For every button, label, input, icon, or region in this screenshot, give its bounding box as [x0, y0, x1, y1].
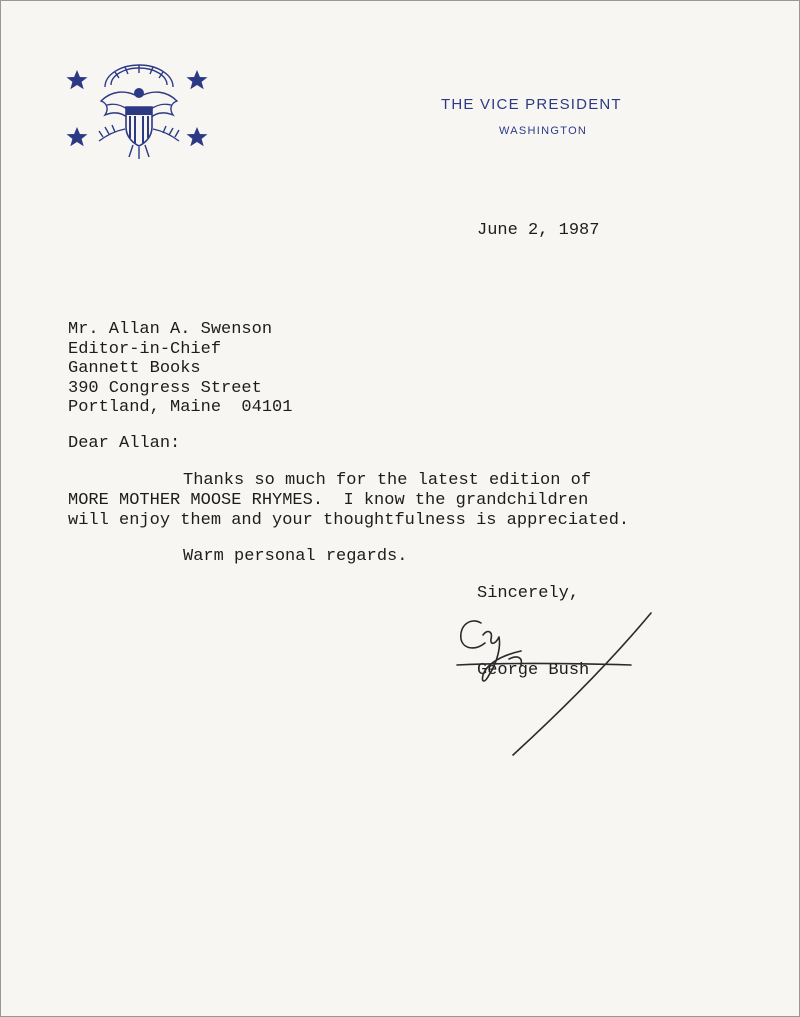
body-line: MORE MOTHER MOOSE RHYMES. I know the grandchildren	[68, 491, 589, 510]
regards-line: Warm personal regards.	[183, 547, 408, 566]
salutation: Dear Allan:	[68, 434, 181, 453]
star-icon	[187, 70, 208, 89]
letterhead-title: THE VICE PRESIDENT	[441, 96, 622, 113]
handwritten-signature-icon	[441, 601, 671, 771]
recipient-address	[68, 320, 292, 418]
recipient-street: 390 Congress Street	[68, 378, 262, 398]
recipient-name: Mr. Allan A. Swenson	[68, 320, 273, 339]
body-line: will enjoy them and your thoughtfulness is appreciated.	[68, 511, 630, 530]
letter-date: June 2, 1987	[477, 221, 600, 240]
body-line: Thanks so much for the latest edition of	[183, 471, 592, 490]
letterhead-location: WASHINGTON	[499, 125, 588, 137]
recipient-city: Portland, Maine 04101	[68, 398, 293, 418]
star-icon	[67, 127, 88, 146]
vice-presidential-seal-icon	[59, 59, 219, 163]
typed-signer-name: George Bush	[477, 661, 590, 680]
recipient-title: Editor-in-Chief	[68, 339, 222, 359]
closing: Sincerely,	[477, 584, 580, 603]
recipient-company: Gannett Books	[68, 359, 201, 379]
star-icon	[67, 70, 88, 89]
star-icon	[187, 127, 208, 146]
